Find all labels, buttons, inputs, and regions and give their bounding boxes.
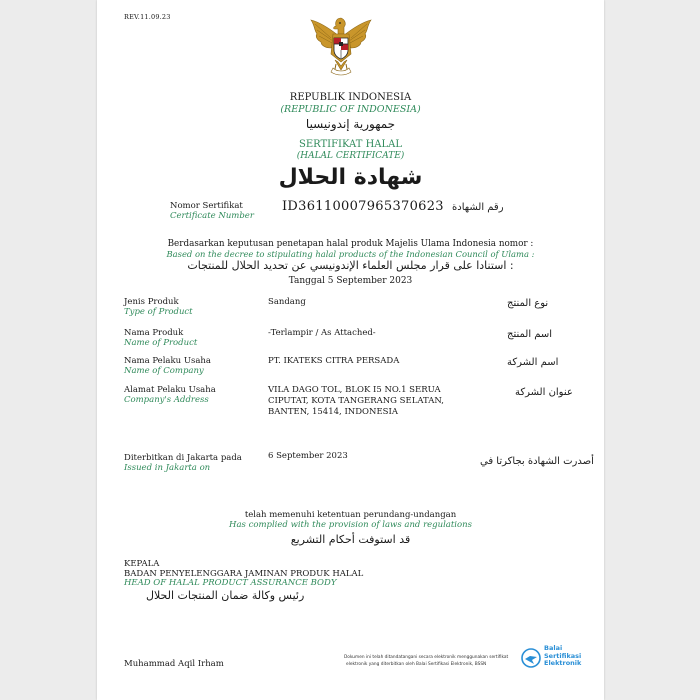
- e-signature-note-line-2: elektronik yang diterbitkan oleh Balai Sertifikasi Elektronik, BSSN: [346, 662, 487, 667]
- product-name-value: -Terlampir / As Attached-: [268, 328, 376, 338]
- issued-label-ar: أصدرت الشهادة بجاكرتا في: [480, 456, 594, 467]
- product-name-label: Nama Produk: [124, 328, 184, 338]
- product-type-label: Jenis Produk: [124, 297, 179, 307]
- bsre-label-line-1: Balai: [544, 644, 563, 652]
- product-name-label-en: Name of Product: [124, 338, 198, 348]
- certificate-type-ar: شهادة الحلال: [278, 165, 423, 190]
- company-address-label: Alamat Pelaku Usaha: [124, 385, 216, 395]
- company-name-value: PT. IKATEKS CITRA PERSADA: [268, 356, 400, 366]
- company-address-label-en: Company's Address: [124, 395, 209, 405]
- revision-code: REV.11.09.23: [124, 13, 171, 21]
- head-title: KEPALA: [124, 559, 160, 569]
- company-address-label-ar: عنوان الشركة: [515, 387, 573, 398]
- certificate-type: SERTIFIKAT HALAL: [298, 139, 403, 150]
- decree-text-ar: استنادا على قرار مجلس العلماء الإندونيسي عن تحديد الحلال للمنتجات :: [187, 259, 514, 272]
- decree-date: Tanggal 5 September 2023: [288, 276, 413, 286]
- country-name-en: (REPUBLIC OF INDONESIA): [280, 104, 421, 115]
- signatory-name: Muhammad Aqil Irham: [124, 659, 224, 669]
- decree-text-en: Based on the decree to stipulating halal products of the Indonesian Council of Ulama :: [166, 249, 535, 259]
- bsre-label: [544, 645, 581, 668]
- bsre-label-line-3: Elektronik: [544, 659, 582, 667]
- company-name-label: Nama Pelaku Usaha: [124, 356, 211, 366]
- issued-date-value: 6 September 2023: [268, 451, 348, 461]
- issued-label-en: Issued in Jakarta on: [124, 463, 211, 473]
- certificate-number-value: ID36110007965370623: [282, 199, 444, 214]
- e-signature-note-line-1: Dokumen ini telah ditandatangani secara elektronik menggunakan sertifikat: [344, 655, 509, 660]
- company-name-label-ar: اسم الشركة: [507, 357, 559, 368]
- compliance-text-ar: قد استوفت أحكام التشريع: [290, 533, 411, 546]
- compliance-text-en: Has complied with the provision of laws and regulations: [229, 520, 472, 530]
- product-name-label-ar: اسم المنتج: [507, 329, 553, 340]
- agency-name-en: HEAD OF HALAL PRODUCT ASSURANCE BODY: [124, 578, 337, 588]
- product-type-label-ar: نوع المنتج: [507, 298, 549, 309]
- company-address-line-3: BANTEN, 15414, INDONESIA: [268, 407, 398, 417]
- bsre-label-line-2: Sertifikasi: [544, 651, 582, 660]
- product-type-value: Sandang: [268, 297, 306, 307]
- compliance-text: telah memenuhi ketentuan perundang-undangan: [244, 510, 457, 520]
- certificate-type-en: (HALAL CERTIFICATE): [296, 151, 405, 161]
- certificate-page: [97, 0, 604, 700]
- issued-label: Diterbitkan di Jakarta pada: [124, 453, 242, 463]
- certificate-number-label-ar: رقم الشهادة: [452, 202, 504, 213]
- bsre-logo-icon: [520, 647, 542, 669]
- country-name: REPUBLIK INDONESIA: [289, 92, 412, 103]
- agency-name: BADAN PENYELENGGARA JAMINAN PRODUK HALAL: [124, 569, 364, 579]
- product-type-label-en: Type of Product: [124, 307, 193, 317]
- company-address-line-2: CIPUTAT, KOTA TANGERANG SELATAN,: [268, 396, 444, 406]
- company-name-label-en: Name of Company: [124, 366, 204, 376]
- certificate-number-label-en: Certificate Number: [170, 211, 254, 221]
- decree-text: Berdasarkan keputusan penetapan halal produk Majelis Ulama Indonesia nomor :: [167, 239, 534, 249]
- garuda-emblem-icon: [309, 14, 373, 82]
- company-address-line-1: VILA DAGO TOL, BLOK I5 NO.1 SERUA: [268, 385, 441, 395]
- agency-name-ar: رئيس وكالة ضمان المنتجات الحلال: [146, 589, 305, 602]
- country-name-ar: جمهورية إندونيسيا: [305, 117, 396, 131]
- certificate-number-label: Nomor Sertifikat: [170, 201, 243, 211]
